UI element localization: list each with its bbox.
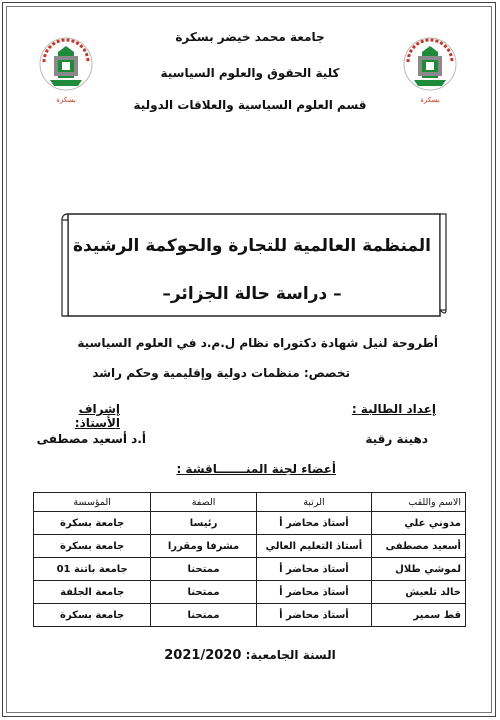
- department-name: قسم العلوم السياسية والعلاقات الدولية: [133, 98, 367, 112]
- faculty-name: كلية الحقوق والعلوم السياسية: [160, 66, 340, 80]
- member-role: ممتحنا: [151, 604, 257, 627]
- supervisor-name: أ.د أسعيد مصطفى: [36, 432, 146, 446]
- thesis-title: المنظمة العالمية للتجارة والحوكمة الرشيدة: [72, 236, 431, 256]
- member-rank: أستاذ محاضر أ: [256, 604, 371, 627]
- member-institution: جامعة الجلفة: [34, 581, 151, 604]
- committee-table: [33, 492, 466, 627]
- table-row: [34, 535, 466, 558]
- member-name: لموشي طلال: [372, 558, 466, 581]
- supervisor-label: إشراف الأستاذ:: [74, 402, 120, 430]
- academic-year-label: السنة الجامعية:: [245, 648, 336, 662]
- member-rank: أستاذ محاضر أ: [256, 512, 371, 535]
- table-row: [34, 604, 466, 627]
- header-rank: الرتبة: [256, 493, 371, 512]
- member-name: خالد تلعيش: [372, 581, 466, 604]
- member-rank: أستاذ محاضر أ: [256, 558, 371, 581]
- university-name: جامعة محمد خيضر بسكرة: [175, 30, 325, 44]
- member-institution: جامعة بسكرة: [34, 512, 151, 535]
- member-role: ممتحنا: [151, 581, 257, 604]
- university-logo-right: [402, 34, 458, 110]
- table-row: [34, 581, 466, 604]
- thesis-subtitle: – دراسة حالة الجزائر–: [162, 284, 342, 304]
- svg-text:بسكرة: بسكرة: [420, 96, 440, 104]
- member-role: رئيسا: [151, 512, 257, 535]
- header-institution: المؤسسة: [34, 493, 151, 512]
- university-logo-left: [38, 34, 94, 110]
- member-rank: أستاذ محاضر أ: [256, 581, 371, 604]
- member-name: مدوني علي: [372, 512, 466, 535]
- academic-year: 2021/2020: [164, 648, 242, 663]
- student-name: دهينة رقية: [365, 432, 428, 446]
- header-role: الصفة: [151, 493, 257, 512]
- member-name: قط سمير: [372, 604, 466, 627]
- member-institution: جامعة بسكرة: [34, 604, 151, 627]
- table-row: [34, 558, 466, 581]
- table-row: [34, 512, 466, 535]
- specialty-line: تخصص: منظمات دولية وإقليمية وحكم راشد: [92, 366, 350, 380]
- member-role: مشرفا ومقررا: [151, 535, 257, 558]
- member-institution: جامعة باتنة 01: [34, 558, 151, 581]
- svg-text:بسكرة: بسكرة: [56, 96, 76, 104]
- member-rank: أستاذ التعليم العالي: [256, 535, 371, 558]
- member-role: ممتحنا: [151, 558, 257, 581]
- member-name: أسعيد مصطفى: [372, 535, 466, 558]
- academic-year-line: [0, 648, 500, 663]
- committee-heading: أعضاء لجنة المنـــــــاقشة :: [176, 462, 336, 476]
- title-frame: [54, 208, 452, 324]
- header-name: الاسم واللقب: [372, 493, 466, 512]
- member-institution: جامعة بسكرة: [34, 535, 151, 558]
- table-header-row: [34, 493, 466, 512]
- student-label: إعداد الطالبة :: [351, 402, 436, 416]
- degree-line: أطروحة لنيل شهادة دكتوراه نظام ل.م.د في العلوم السياسية: [77, 336, 438, 350]
